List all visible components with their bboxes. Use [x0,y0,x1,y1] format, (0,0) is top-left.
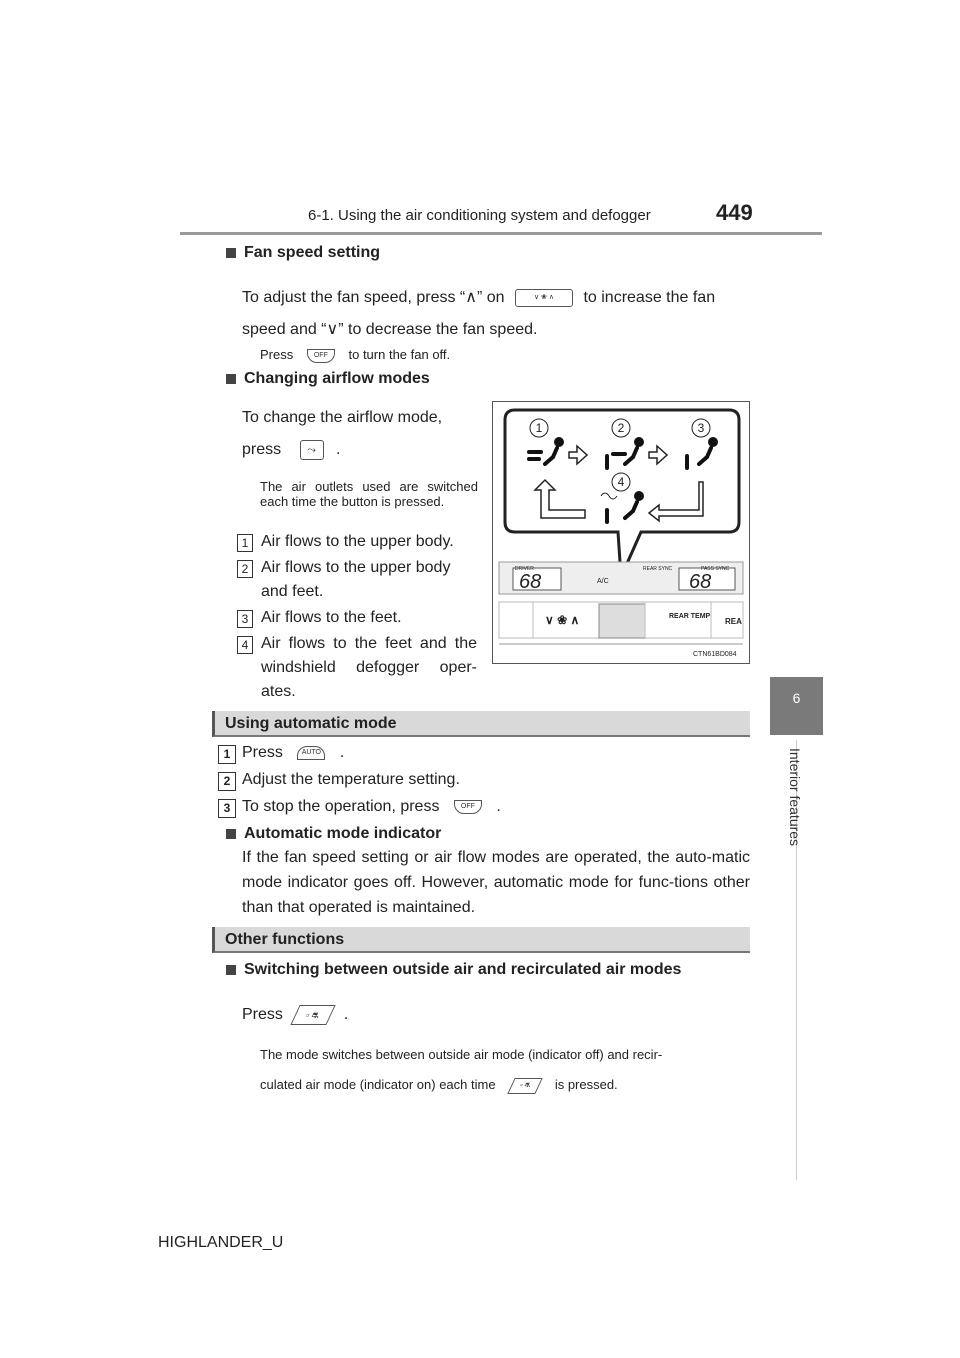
list-item: 1 Air flows to the upper body. [237,530,477,554]
bullet-square [226,374,236,384]
recirc-note-line1: The mode switches between outside air mode (indicator off) and recir- [260,1047,663,1062]
list-item: 2 Air flows to the upper body and feet. [237,556,477,604]
figure-code: CTN61BD084 [693,651,737,658]
display-rearsync: REAR SYNC [643,566,673,572]
auto-button-icon: AUTO [297,746,325,760]
callout-4: 4 [617,475,625,489]
fan-text-line2: speed and “∨” to decrease the fan speed. [242,321,538,338]
fan-speed-button-icon: ∨ ❀ ∧ [515,289,573,307]
panel-rear-temp: REAR TEMP [669,613,711,620]
fan-heading: Fan speed setting [226,244,380,262]
airflow-text-line2: press ⤳ . [242,441,341,458]
recirc-heading: Switching between outside air and recirculated air modes [226,961,681,979]
display-passsync: PASS SYNC [701,566,730,572]
airflow-text-line1: To change the airflow mode, [242,409,443,426]
fan-text-line1: To adjust the fan speed, press “∧” on ∨ ❀ ∧ to increase the fan [242,289,716,306]
recirculation-button-icon: ▫ ⛐ [507,1078,542,1094]
callout-2: 2 [617,421,625,435]
fan-note: Press OFF to turn the fan off. [260,347,451,362]
off-button-icon: OFF [307,349,335,363]
off-button-icon: OFF [454,800,482,814]
auto-step-1: Press AUTO . [242,744,345,761]
chapter-label: Interior features [787,748,803,847]
recirc-note-line2: culated air mode (indicator on) each time ▫ ⛐ is pressed. [260,1077,618,1092]
step-number: 1 [218,745,236,764]
header-rule [180,232,822,235]
bullet-square [226,965,236,975]
recirculation-button-icon: ▫ ⛐ [291,1005,336,1025]
section-title: 6-1. Using the air conditioning system and defogger [308,207,651,224]
recirc-press: Press ▫ ⛐ . [242,1006,349,1023]
callout-1: 1 [535,421,543,435]
airflow-button-icon: ⤳ [300,440,324,460]
list-item: 3 Air flows to the feet. [237,606,477,630]
page-number: 449 [716,200,753,225]
indicator-heading: Automatic mode indicator [226,825,441,843]
auto-section-title: Using automatic mode [212,711,750,737]
airflow-note: The air outlets used are switched each time the button is pressed. [260,479,478,509]
auto-step-3: To stop the operation, press OFF . [242,798,501,815]
other-section-title: Other functions [212,927,750,953]
airflow-list [237,530,477,704]
footer-model: HIGHLANDER_U [158,1234,284,1251]
panel-rea: REA [725,617,742,626]
bullet-square [226,829,236,839]
chapter-number: 6 [792,690,801,706]
airflow-figure [492,401,750,664]
display-ac: A/C [597,578,609,585]
list-item: 4 Air flows to the feet and the windshield defogger oper- ates. [237,632,477,704]
step-number: 2 [218,772,236,791]
auto-step-2: Adjust the temperature setting. [242,771,460,788]
callout-3: 3 [697,421,705,435]
airflow-heading: Changing airflow modes [226,370,430,388]
indicator-text: If the fan speed setting or air flow modes are operated, the auto-matic mode indicator goes off. However, automatic mode for func-tions other than that operated is maintained. [242,849,750,916]
svg-text:∨ ❀ ∧: ∨ ❀ ∧ [545,613,580,627]
display-temp-right: 68 [689,571,712,593]
display-temp-left: 68 [519,571,542,593]
bullet-square [226,248,236,258]
airflow-diagram [493,402,749,663]
step-number: 3 [218,799,236,818]
display-driver: DRIVER [515,566,534,572]
chapter-tab [770,677,823,735]
